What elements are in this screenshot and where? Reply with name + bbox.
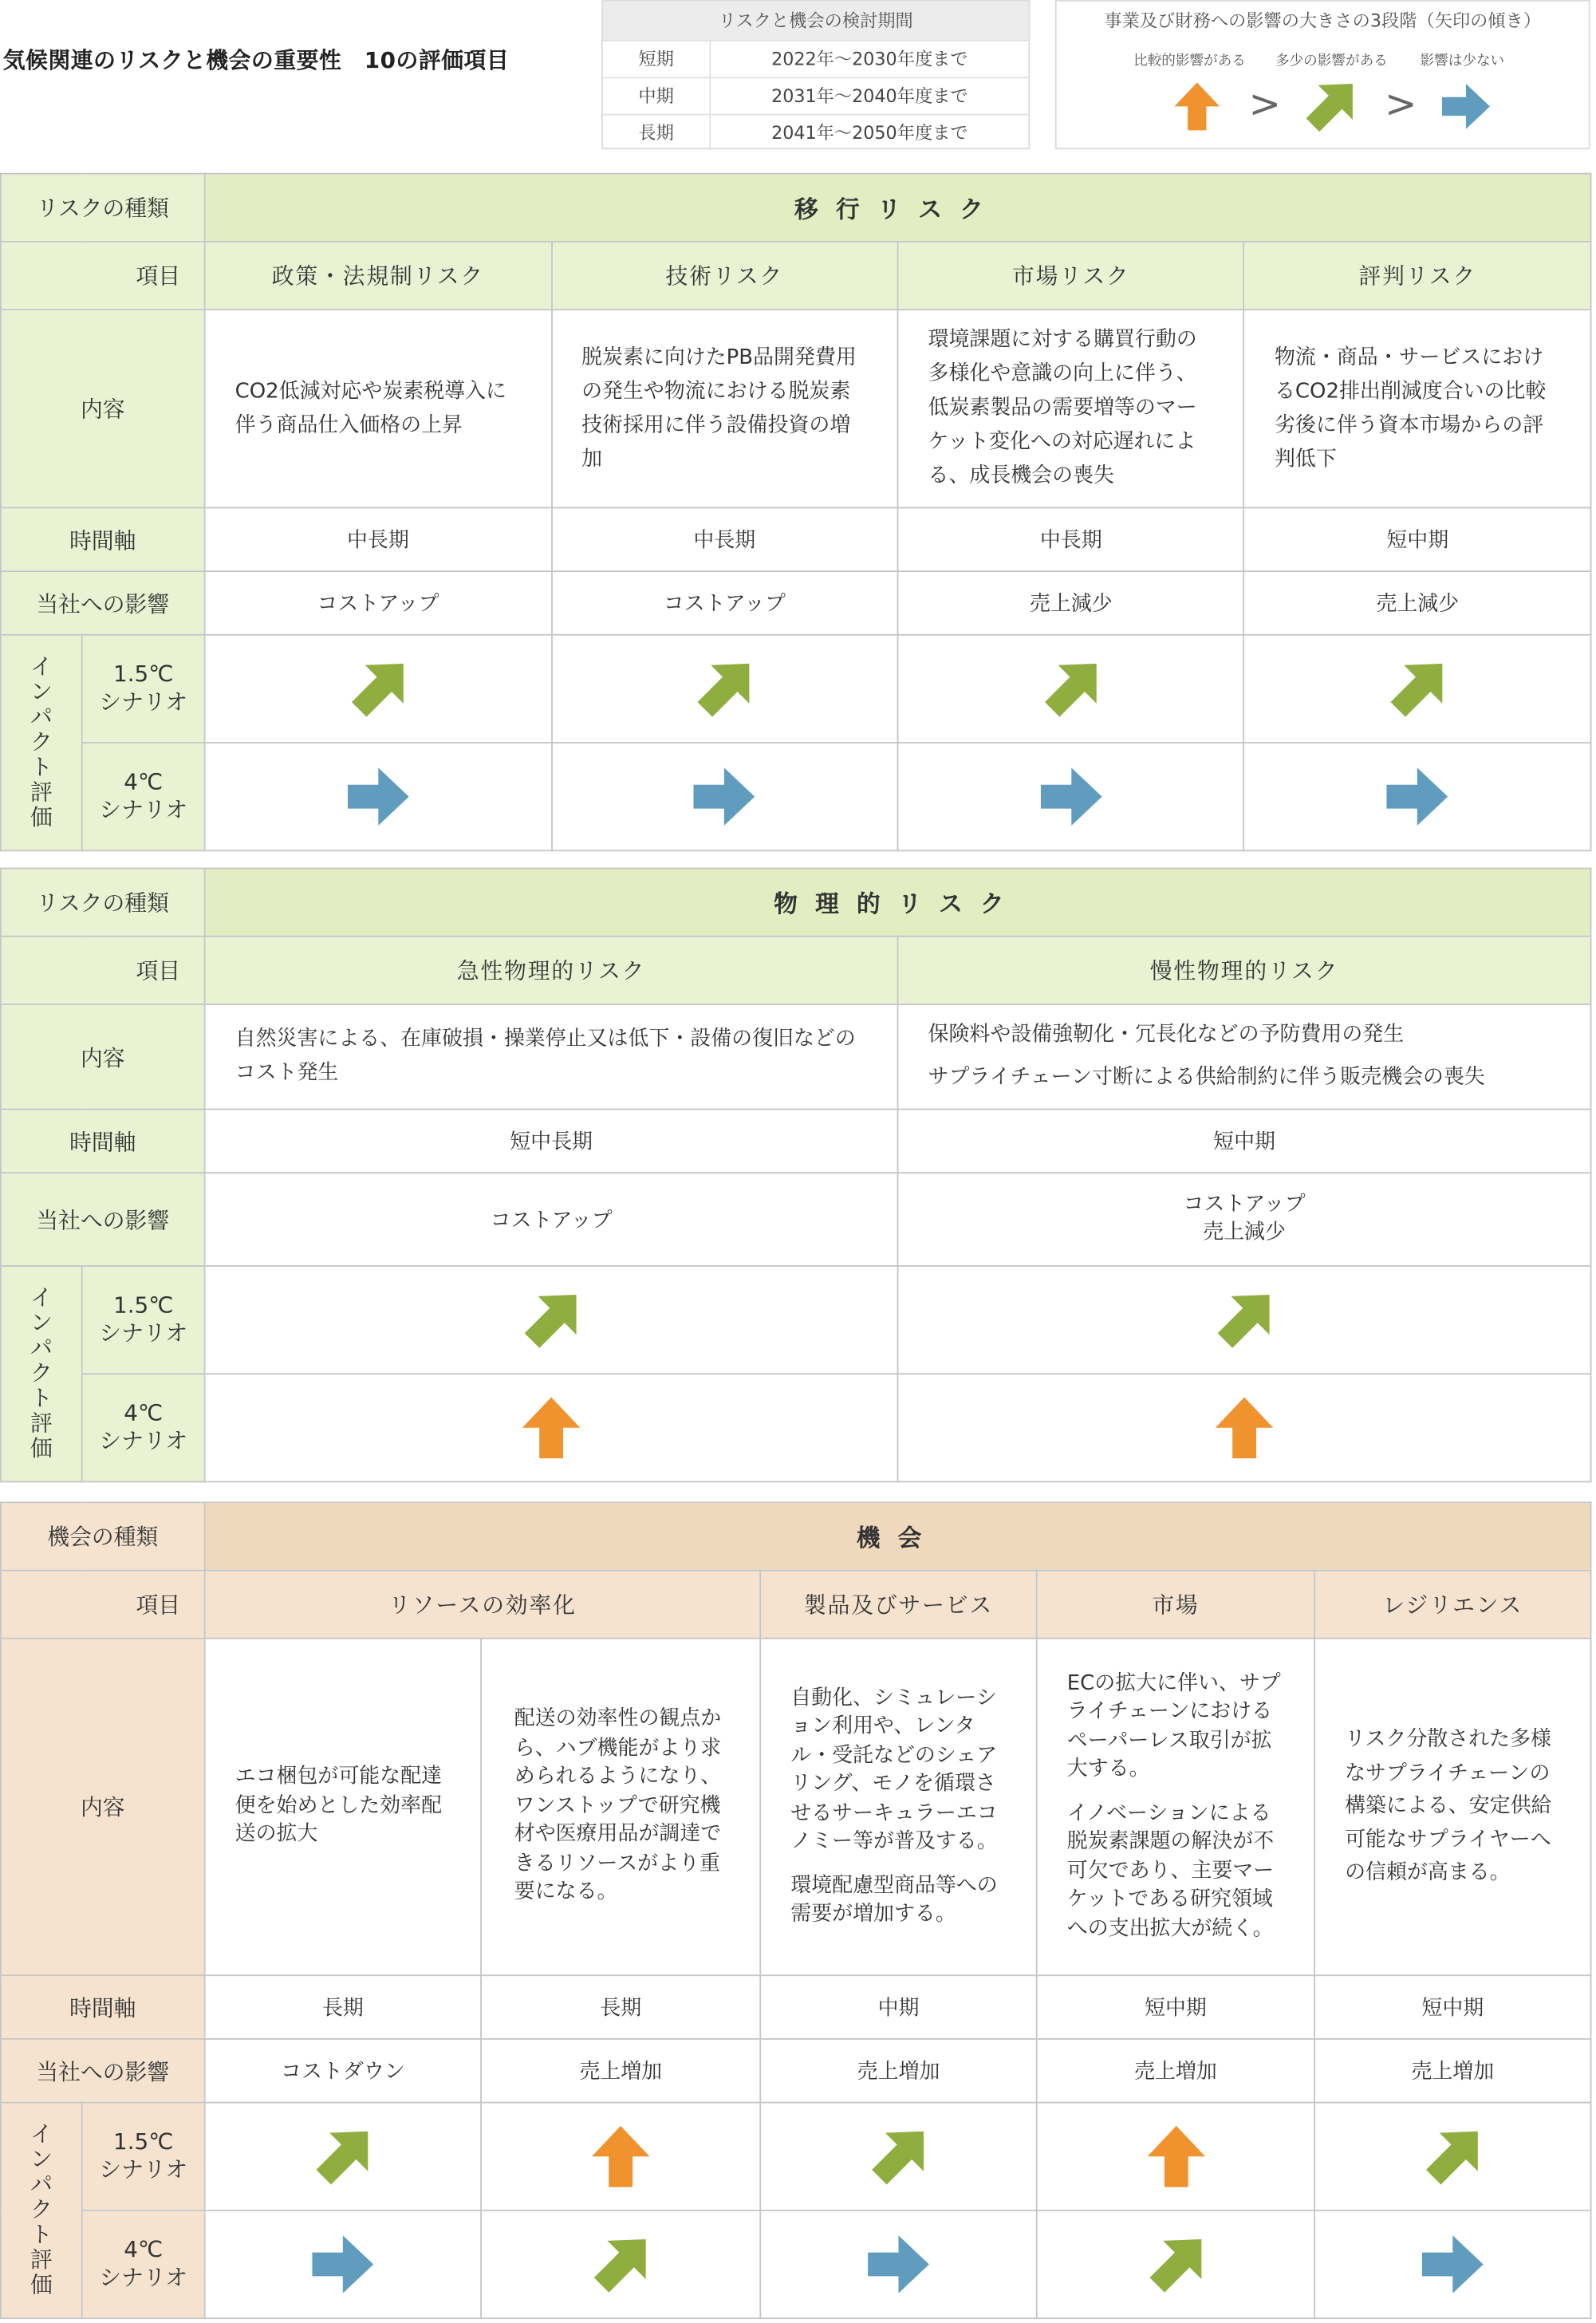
item-label: 項目 (1, 937, 205, 1004)
content-cell: CO2低減対応や炭素税導入に伴う商品仕入価格の上昇 (205, 310, 551, 507)
content-cell (760, 1639, 1036, 1975)
period-row-long (603, 114, 1029, 151)
item-policy-risk: 政策・法規制リスク (205, 242, 551, 310)
opportunity-table (0, 1501, 1591, 2319)
scenario-15-word: シナリオ (99, 1319, 188, 1347)
company-impact-text: 売上減少 (1203, 1221, 1286, 1245)
period-range: 2022年〜2030年度まで (771, 49, 968, 70)
impact-scale-legend (1055, 0, 1590, 149)
company-impact-cell: コストアップ (205, 571, 551, 635)
scenario-4-label (82, 1374, 205, 1481)
content-text: イノベーションによる脱炭素課題の解決が不可欠であり、主要マーケットである研究領域への支出拡大が続く。 (1066, 1801, 1275, 1941)
up-arrow-icon (587, 2123, 655, 2191)
time-axis-cell: 短中期 (1244, 507, 1591, 571)
arrow-cell (760, 2103, 1036, 2211)
company-impact-cell: 売上増加 (1314, 2039, 1590, 2103)
impact-eval-label (1, 1266, 82, 1482)
content-cell: 物流・商品・サービスにおけるCO2排出削減度合いの比較劣後に伴う資本市場からの評判低下 (1244, 310, 1591, 507)
content-cell (1037, 1639, 1314, 1975)
item-resource-efficiency: リソースの効率化 (205, 1571, 761, 1639)
content-text: ECの拡大に伴い、サプライチェーンにおけるペーパーレス取引が拡大する。 (1066, 1671, 1281, 1782)
transition-risk-heading: 移行リスク (205, 174, 1591, 242)
right-arrow-icon (1037, 763, 1105, 830)
content-cell (481, 1639, 760, 1975)
item-products-services: 製品及びサービス (760, 1571, 1036, 1639)
time-axis-cell: 中長期 (205, 507, 551, 571)
diagonal-arrow-icon (869, 2127, 928, 2186)
arrow-cell (1314, 2211, 1590, 2318)
arrow-cell (205, 1374, 898, 1481)
scale-label-mid: 多少の影響がある (1275, 53, 1388, 70)
company-impact-cell: 売上減少 (898, 571, 1244, 635)
period-term: 短期 (603, 41, 711, 77)
opportunity-heading: 機会 (205, 1502, 1591, 1570)
content-text: サプライチェーン寸断による供給制約に伴う販売機会の喪失 (928, 1065, 1485, 1090)
right-arrow-icon (309, 2230, 376, 2298)
arrow-cell (1244, 635, 1591, 743)
time-axis-cell: 中長期 (551, 507, 897, 571)
time-axis-cell: 長期 (481, 1975, 760, 2039)
content-cell: 環境課題に対する購買行動の多様化や意識の向上に伴う、低炭素製品の需要増等のマーケット変化への対応遅れによる、成長機会の喪失 (898, 310, 1244, 507)
up-arrow-icon (1141, 2123, 1209, 2191)
impact-eval-label (1, 2103, 82, 2319)
company-impact-label: 当社への影響 (1, 571, 205, 635)
period-term: 長期 (603, 116, 711, 151)
time-axis-cell: 短中期 (1037, 1975, 1314, 2039)
arrow-cell (760, 2211, 1036, 2318)
right-arrow-icon (691, 763, 759, 830)
item-label: 項目 (1, 1571, 205, 1639)
right-arrow-icon (1419, 2230, 1487, 2298)
arrow-cell (1244, 743, 1591, 850)
up-arrow-icon (1169, 80, 1225, 133)
company-impact-label: 当社への影響 (1, 2039, 205, 2103)
impact-eval-text: インパクト評価 (30, 1284, 53, 1462)
content-text: 自然災害による、在庫破損・操業停止又は低下・設備の復旧などのコスト発生 (234, 1027, 856, 1085)
up-arrow-icon (517, 1394, 585, 1461)
scenario-4-word: シナリオ (99, 796, 188, 824)
impact-scale-labels (1057, 40, 1589, 70)
company-impact-cell: コストダウン (205, 2039, 481, 2103)
period-range: 2041年〜2050年度まで (771, 122, 968, 144)
content-label: 内容 (1, 1639, 205, 1975)
company-impact-text: コストアップ (1183, 1193, 1306, 1217)
right-arrow-icon (865, 2230, 932, 2298)
transition-risk-table (0, 173, 1591, 851)
arrow-cell (898, 635, 1244, 743)
impact-eval-text: インパクト評価 (30, 2120, 53, 2299)
diagonal-arrow-icon (313, 2127, 372, 2186)
time-axis-cell: 中期 (760, 1975, 1036, 2039)
arrow-cell (898, 1374, 1591, 1481)
physical-risk-heading: 物理的リスク (205, 869, 1591, 937)
period-term: 中期 (603, 78, 711, 113)
time-axis-cell: 長期 (205, 1975, 481, 2039)
scenario-4-temp: 4℃ (124, 2236, 164, 2263)
arrow-cell (898, 743, 1244, 850)
content-cell (205, 1004, 898, 1110)
impact-scale-heading: 事業及び財務への影響の大きさの3段階（矢印の傾き） (1104, 10, 1542, 31)
right-arrow-icon (1438, 80, 1494, 133)
diagonal-arrow-icon (591, 2234, 650, 2293)
company-impact-cell (205, 1173, 898, 1266)
content-text: エコ梱包が可能な配達便を始めとした効率配送の拡大 (234, 1765, 443, 1847)
company-impact-cell: 売上増加 (481, 2039, 760, 2103)
scale-label-low: 影響は少ない (1420, 53, 1505, 70)
page-title: 気候関連のリスクと機会の重要性 10の評価項目 (2, 47, 510, 74)
right-arrow-icon (1384, 763, 1452, 830)
item-chronic-risk: 慢性物理的リスク (898, 937, 1591, 1004)
scenario-15-label (82, 635, 205, 743)
risk-type-label: リスクの種類 (1, 174, 205, 242)
time-axis-cell: 短中長期 (205, 1110, 898, 1173)
item-tech-risk: 技術リスク (551, 242, 897, 310)
item-resilience: レジリエンス (1314, 1571, 1590, 1639)
impact-eval-text: インパクト評価 (30, 653, 53, 831)
scenario-4-temp: 4℃ (124, 1399, 164, 1426)
opp-type-label: 機会の種類 (1, 1502, 205, 1570)
diagonal-arrow-icon (1302, 80, 1358, 133)
content-text: リスク分散された多様なサプライチェーンの構築による、安定供給可能なサプライヤーへの信頼が高まる。 (1345, 1728, 1552, 1885)
arrow-cell (1314, 2103, 1590, 2211)
company-impact-cell: 売上減少 (1244, 571, 1591, 635)
company-impact-cell (898, 1173, 1591, 1266)
arrow-cell (205, 2211, 481, 2318)
scenario-15-temp: 1.5℃ (113, 661, 174, 688)
arrow-cell (205, 2103, 481, 2211)
content-cell (205, 1639, 481, 1975)
arrow-cell (205, 743, 551, 850)
scale-label-high: 比較的影響がある (1133, 53, 1246, 70)
arrow-cell (1037, 2211, 1314, 2318)
time-axis-label: 時間軸 (1, 1975, 205, 2039)
scenario-15-label (82, 2103, 205, 2211)
scenario-15-temp: 1.5℃ (113, 2128, 174, 2155)
company-impact-cell: 売上増加 (760, 2039, 1036, 2103)
scenario-4-word: シナリオ (99, 2264, 188, 2291)
scale-separator: > (1385, 82, 1417, 128)
time-axis-label: 時間軸 (1, 1110, 205, 1173)
scenario-15-temp: 1.5℃ (113, 1292, 174, 1319)
arrow-cell (205, 635, 551, 743)
item-market: 市場 (1037, 1571, 1314, 1639)
company-impact-cell: 売上増加 (1037, 2039, 1314, 2103)
arrow-cell (1037, 2103, 1314, 2211)
company-impact-label: 当社への影響 (1, 1173, 205, 1266)
diagonal-arrow-icon (1042, 659, 1101, 718)
content-cell (898, 1004, 1591, 1110)
period-legend (601, 0, 1030, 149)
arrow-cell (481, 2211, 760, 2318)
arrow-cell (481, 2103, 760, 2211)
arrow-cell (551, 635, 897, 743)
period-row-mid (603, 77, 1029, 113)
content-text: 保険料や設備強靭化・冗長化などの予防費用の発生 (928, 1023, 1405, 1047)
content-cell (1314, 1639, 1590, 1975)
content-text: 環境配慮型商品等への需要が増加する。 (790, 1873, 998, 1927)
diagonal-arrow-icon (522, 1290, 581, 1349)
item-label: 項目 (1, 242, 205, 310)
scenario-4-word: シナリオ (99, 1427, 188, 1455)
company-impact-cell: コストアップ (551, 571, 897, 635)
right-arrow-icon (344, 763, 412, 830)
time-axis-cell: 中長期 (898, 507, 1244, 571)
period-row-short (603, 40, 1029, 77)
physical-risk-table (0, 868, 1591, 1483)
up-arrow-icon (1210, 1394, 1278, 1461)
time-axis-cell: 短中期 (1314, 1975, 1590, 2039)
item-market-risk: 市場リスク (898, 242, 1244, 310)
item-acute-risk: 急性物理的リスク (205, 937, 898, 1004)
diagonal-arrow-icon (1423, 2127, 1482, 2186)
impact-eval-label (1, 635, 82, 851)
content-text: 配送の効率性の観点から、ハブ機能がより求められるようになり、ワンストップで研究機材や医療用品が調達できるリソースがより重要になる。 (514, 1707, 722, 1904)
arrow-cell (551, 743, 897, 850)
diagonal-arrow-icon (1146, 2234, 1205, 2293)
arrow-cell (205, 1266, 898, 1374)
time-axis-cell: 短中期 (898, 1110, 1591, 1173)
period-range: 2031年〜2040年度まで (771, 85, 968, 107)
diagonal-arrow-icon (1388, 659, 1447, 718)
scale-separator: > (1248, 82, 1282, 128)
diagonal-arrow-icon (1215, 1290, 1274, 1349)
content-label: 内容 (1, 1004, 205, 1110)
company-impact-text: コストアップ (490, 1209, 613, 1233)
scenario-15-word: シナリオ (99, 2156, 188, 2183)
diagonal-arrow-icon (695, 659, 754, 718)
diagonal-arrow-icon (349, 659, 408, 718)
scenario-4-label (82, 743, 205, 850)
risk-type-label: リスクの種類 (1, 869, 205, 937)
period-legend-heading: リスクと機会の検討期間 (603, 2, 1029, 40)
scenario-4-label (82, 2211, 205, 2318)
content-text: 自動化、シミュレーション利用や、レンタル・受託などのシェアリング、モノを循環させるサーキュラーエコノミー等が普及する。 (790, 1686, 998, 1854)
scenario-15-label (82, 1266, 205, 1374)
arrow-cell (898, 1266, 1591, 1374)
content-label: 内容 (1, 310, 205, 507)
scenario-4-temp: 4℃ (124, 768, 164, 795)
scenario-15-word: シナリオ (99, 688, 188, 716)
time-axis-label: 時間軸 (1, 507, 205, 571)
item-reputation-risk: 評判リスク (1244, 242, 1591, 310)
content-cell: 脱炭素に向けたPB品開発費用の発生や物流における脱炭素技術採用に伴う設備投資の増加 (551, 310, 897, 507)
